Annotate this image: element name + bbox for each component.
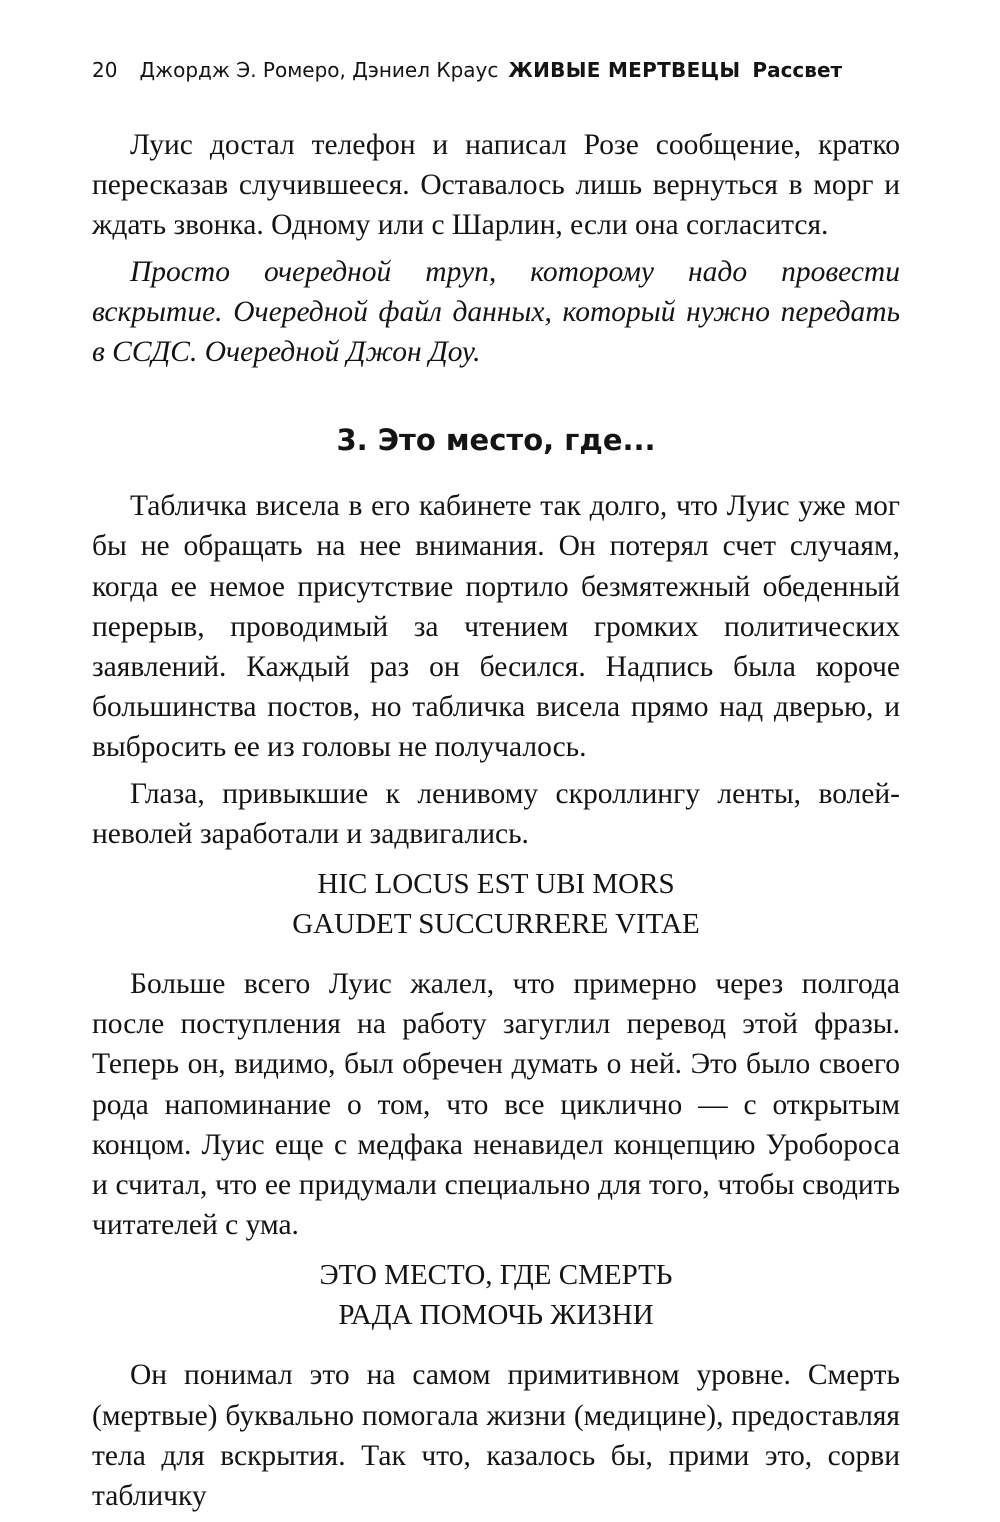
inscription-line: РАДА ПОМОЧЬ ЖИЗНИ — [338, 1299, 654, 1332]
inscription-line: GAUDET SUCCURRERE VITAE — [292, 908, 700, 941]
page-number: 20 — [92, 58, 118, 82]
italic-paragraph: Просто очередной труп, которому надо провести вскрытие. Очередной файл данных, который нужно передать в ССДС. Очередной Джон Доу. — [92, 255, 900, 369]
body-text — [92, 125, 900, 1522]
paragraph: Больше всего Луис жалел, что примерно через полгода после поступления на работу загуглил перевод этой фразы. Теперь он, видимо, был обречен думать о ней. Это было своего рода напоминание о том, что все циклично — с открытым концом. Луис еще с медфака ненавидел концепцию Уробороса и считал, что ее придумали специально для того, чтобы сводить читателей с ума. — [92, 968, 900, 1242]
russian-inscription — [92, 1255, 900, 1335]
paragraph: Луис достал телефон и написал Розе сообщение, кратко пересказав случившееся. Оставалось лишь вернуться в морг и ждать звонка. Одному или с Шарлин, если она согласится. — [92, 129, 900, 242]
header-authors: Джордж Э. Ромеро, Дэниел Краус — [139, 58, 499, 82]
paragraph: Табличка висела в его кабинете так долго, что Луис уже мог бы не обращать на нее внимания. Он потерял счет случаям, когда ее немое присутствие портило безмятежный обеденный перерыв, проводимый за чтением громких политических заявлений. Каждый раз он бесился. Надпись была короче большинства постов, но табличка висела прямо над дверью, и выбросить ее из головы не получалось. — [92, 490, 900, 764]
running-header — [92, 56, 900, 84]
paragraph: Он понимал это на самом примитивном уровне. Смерть (мертвые) буквально помогала жизни (медицине), предоставляя тела для вскрытия. Так что, казалось бы, прими это, сорви табличку — [92, 1359, 900, 1513]
latin-inscription — [92, 864, 900, 944]
header-volume-title: Рассвет — [752, 58, 843, 82]
header-book-title: ЖИВЫЕ МЕРТВЕЦЫ — [508, 58, 741, 82]
paragraph: Глаза, привыкшие к ленивому скроллингу ленты, волей-неволей заработали и задвигались. — [92, 777, 900, 850]
inscription-line: HIC LOCUS EST UBI MORS — [317, 868, 675, 901]
inscription-line: ЭТО МЕСТО, ГДЕ СМЕРТЬ — [319, 1259, 673, 1292]
chapter-heading: 3. Это место, где... — [336, 423, 656, 458]
